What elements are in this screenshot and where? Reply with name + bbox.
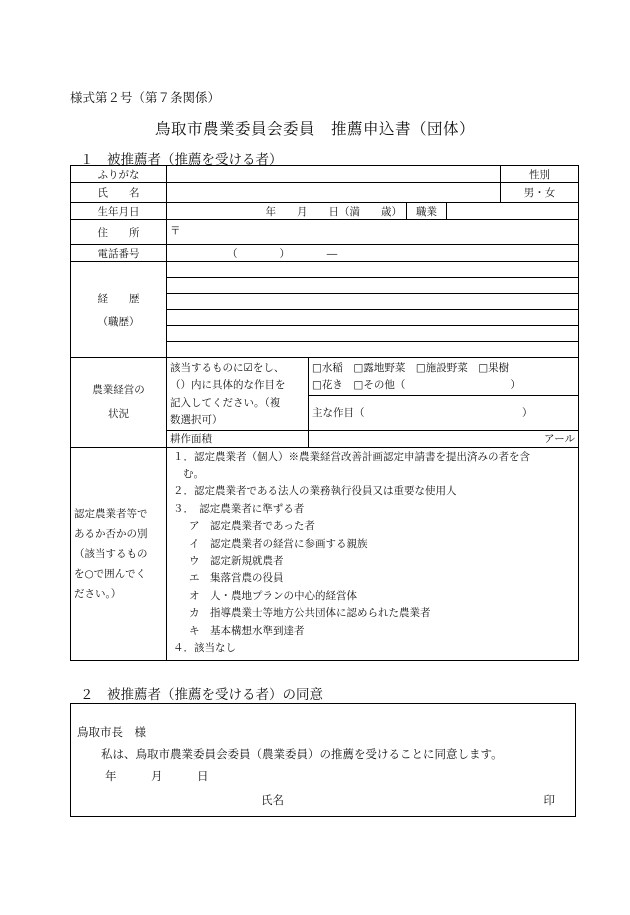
crop-options-row-1[interactable]: □水稲 □露地野菜 □施設野菜 □果樹: [312, 362, 510, 374]
consent-addressee: 鳥取市長 様: [77, 725, 146, 739]
section-2-heading: ２ 被推薦者（推薦を受ける者）の同意: [80, 687, 323, 703]
postal-mark: 〒: [170, 225, 181, 237]
farm-instruction-line: 記入してください。（複: [170, 396, 281, 409]
option-4[interactable]: ４．該当なし: [173, 642, 236, 655]
career-line-1[interactable]: [167, 262, 579, 278]
furigana-label: ふりがな: [71, 166, 167, 183]
career-line-6[interactable]: [167, 342, 579, 358]
address-label: 住 所: [71, 220, 167, 245]
option-1[interactable]: １．認定農業者（個人）※農業経営改善計画認定申請書を提出済みの者を含: [173, 450, 530, 463]
crop-options-row-2[interactable]: □花き □その他（ ）: [312, 379, 521, 392]
phone-label: 電話番号: [71, 245, 167, 262]
gender-value[interactable]: 男・女: [501, 183, 579, 203]
option-3d[interactable]: エ 集落営農の役員: [189, 572, 284, 585]
farm-instruction-line: （）内に具体的な作目を: [170, 379, 286, 392]
birth-fields[interactable]: 年 月 日（満 歳）: [167, 203, 407, 220]
crop-checkboxes[interactable]: [309, 358, 579, 396]
consent-box: [70, 703, 576, 817]
farm-instruction-line: 該当するものに☑をし、: [170, 362, 285, 374]
main-crop-field[interactable]: 主な作目（ ）: [309, 396, 579, 430]
certified-label: [71, 447, 167, 660]
farm-status-label: [71, 358, 167, 448]
address-field[interactable]: [167, 220, 579, 245]
option-3g[interactable]: キ 基本構想水準到達者: [189, 624, 305, 637]
form-id: 様式第２号（第７条関係）: [70, 90, 221, 105]
option-3a[interactable]: ア 認定農業者であった者: [189, 520, 315, 533]
career-label: [71, 262, 167, 358]
certified-label-line: を○で囲んでく: [74, 567, 147, 580]
career-line-4[interactable]: [167, 310, 579, 326]
career-line-5[interactable]: [167, 326, 579, 342]
area-label: 耕作面積: [167, 430, 309, 447]
career-line-3[interactable]: [167, 294, 579, 310]
nominee-table: [70, 165, 579, 661]
certified-label-line: 認定農業者等で: [74, 507, 148, 520]
furigana-field[interactable]: [167, 166, 501, 183]
section-1-heading: １ 被推薦者（推薦を受ける者）: [80, 152, 283, 168]
option-3f[interactable]: カ 指導農業士等地方公共団体に認められた農業者: [189, 607, 431, 620]
occupation-label: 職業: [407, 203, 447, 220]
page-title: 鳥取市農業委員会委員 推薦申込書（団体）: [154, 120, 475, 138]
farm-status-label-line1: 農業経営の: [92, 384, 145, 397]
name-label: [71, 183, 167, 203]
farm-status-label-line2: 状況: [108, 408, 129, 421]
occupation-field[interactable]: [447, 203, 579, 220]
option-3e[interactable]: オ 人・農地プランの中心的経営体: [189, 589, 357, 602]
farm-instruction: [167, 358, 309, 431]
certified-label-line: ださい。）: [74, 587, 122, 600]
phone-field[interactable]: （ ） ―: [167, 245, 579, 262]
career-sublabel: （職歴）: [97, 315, 140, 328]
area-field[interactable]: [309, 430, 579, 447]
farm-instruction-line: 数選択可）: [170, 414, 223, 427]
certified-label-line: （該当するもの: [74, 547, 148, 560]
option-3c[interactable]: ウ 認定新規就農者: [189, 555, 284, 568]
certified-options[interactable]: [167, 447, 579, 660]
career-label-text: 経 歴: [97, 292, 140, 305]
option-3b[interactable]: イ 認定農業者の経営に参画する親族: [189, 537, 368, 550]
seal-mark: 印: [543, 793, 555, 807]
name-field[interactable]: [167, 183, 501, 203]
option-3[interactable]: ３． 認定農業者に準ずる者: [173, 502, 305, 515]
consent-name-label: 氏名: [261, 793, 284, 807]
name-label-text: 氏 名: [97, 187, 140, 199]
option-1-cont: む。: [183, 468, 204, 481]
gender-label: 性別: [501, 166, 579, 183]
career-line-2[interactable]: [167, 278, 579, 294]
area-unit: アール: [544, 433, 575, 446]
certified-label-line: あるか否かの別: [74, 527, 148, 540]
consent-statement: 私は、鳥取市農業委員会委員（農業委員）の推薦を受けることに同意します。: [101, 747, 503, 761]
consent-date[interactable]: 年 月 日: [105, 769, 209, 783]
option-2[interactable]: ２．認定農業者である法人の業務執行役員又は重要な使用人: [173, 485, 457, 498]
birth-label: 生年月日: [71, 203, 167, 220]
